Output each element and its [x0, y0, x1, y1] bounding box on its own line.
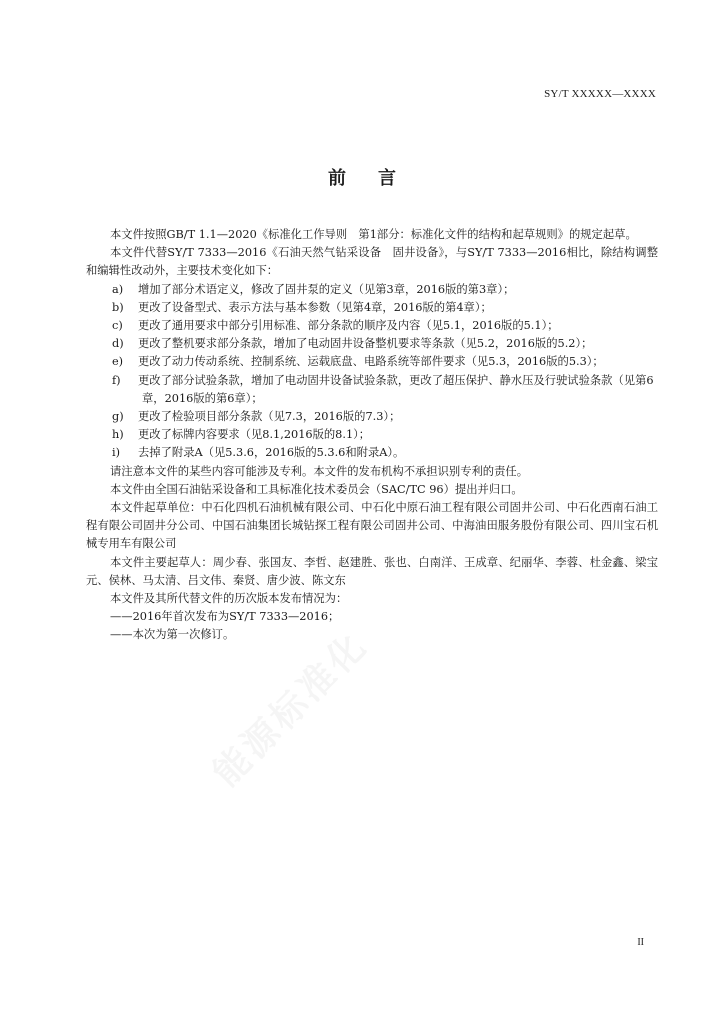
list-marker: f) — [112, 373, 121, 387]
list-item — [86, 426, 658, 444]
list-item — [86, 408, 658, 426]
list-item — [86, 372, 658, 408]
drafters: 本文件主要起草人：周少春、张国友、李哲、赵建胜、张也、白南洋、王成章、纪丽华、李蓉、杜金鑫、梁宝元、侯林、马太清、吕文伟、秦贤、唐少波、陈文东 — [86, 555, 658, 587]
list-item-text: 更改了整机要求部分条款，增加了电动固井设备整机要求等条款（见5.2，2016版的5.2）； — [138, 337, 593, 351]
list-marker: c) — [112, 319, 123, 333]
list-marker: g) — [112, 410, 124, 424]
watermark: 能源标准化 — [205, 624, 377, 795]
list-marker: b) — [112, 300, 124, 314]
list-item-text: 更改了设备型式、表示方法与基本参数（见第4章，2016版的第4章）； — [138, 300, 492, 314]
changes-list — [86, 281, 658, 463]
page-number: II — [637, 937, 644, 948]
title-char-1: 前 — [328, 168, 346, 189]
page-title — [0, 164, 724, 190]
history-item: ——2016年首次发布为SY/T 7333—2016； — [110, 610, 340, 624]
list-marker: e) — [112, 355, 124, 369]
list-marker: h) — [112, 428, 124, 442]
list-item — [86, 281, 658, 299]
foreword-body — [86, 226, 658, 645]
list-item-text: 更改了通用要求中部分引用标准、部分条款的顺序及内容（见5.1，2016版的5.1）； — [138, 319, 559, 333]
history-intro: 本文件及其所代替文件的历次版本发布情况为： — [110, 592, 348, 606]
intro-paragraph: 本文件代替SY/T 7333—2016《石油天然气钻采设备 固井设备》，与SY/T 7333—2016相比，除结构调整和编辑性改动外，主要技术变化如下： — [86, 246, 658, 278]
list-item — [86, 299, 658, 317]
committee-note: 本文件由全国石油钻采设备和工具标准化技术委员会（SAC/TC 96）提出并归口。 — [110, 482, 523, 496]
list-item — [86, 353, 658, 371]
list-item-text: 更改了动力传动系统、控制系统、运载底盘、电路系统等部件要求（见5.3，2016版的5.3）； — [138, 355, 604, 369]
list-item-text: 增加了部分术语定义，修改了固井泵的定义（见第3章，2016版的第3章）； — [138, 282, 515, 296]
patent-note: 请注意本文件的某些内容可能涉及专利。本文件的发布机构不承担识别专利的责任。 — [110, 464, 528, 478]
list-item-text: 更改了部分试验条款，增加了电动固井设备试验条款，更改了超压保护、静水压及行驶试验条款（见第6章，2016版的第6章）； — [138, 373, 654, 405]
list-marker: d) — [112, 337, 124, 351]
list-item — [86, 444, 658, 462]
list-item — [86, 317, 658, 335]
list-item-text: 去掉了附录A（见5.3.6，2016版的5.3.6和附录A）。 — [138, 446, 405, 460]
intro-paragraph: 本文件按照GB/T 1.1—2020《标准化工作导则 第1部分：标准化文件的结构和起草规则》的规定起草。 — [110, 228, 637, 241]
list-marker: i) — [112, 446, 121, 460]
drafting-units: 本文件起草单位：中石化四机石油机械有限公司、中石化中原石油工程有限公司固井公司、中石化西南石油工程有限公司固井分公司、中国石油集团长城钻探工程有限公司固井公司、中海油田服务股份有限公司、四川宝石机械专用车有限公司 — [86, 501, 658, 551]
history-item: ——本次为第一次修订。 — [110, 628, 235, 642]
list-item — [86, 335, 658, 353]
list-item-text: 更改了标牌内容要求（见8.1,2016版的8.1）； — [138, 428, 371, 442]
list-item-text: 更改了检验项目部分条款（见7.3，2016版的7.3）； — [138, 410, 401, 424]
list-marker: a) — [112, 282, 124, 296]
document-code: SY/T XXXXX—XXXX — [544, 88, 656, 100]
title-char-2: 言 — [378, 168, 396, 189]
